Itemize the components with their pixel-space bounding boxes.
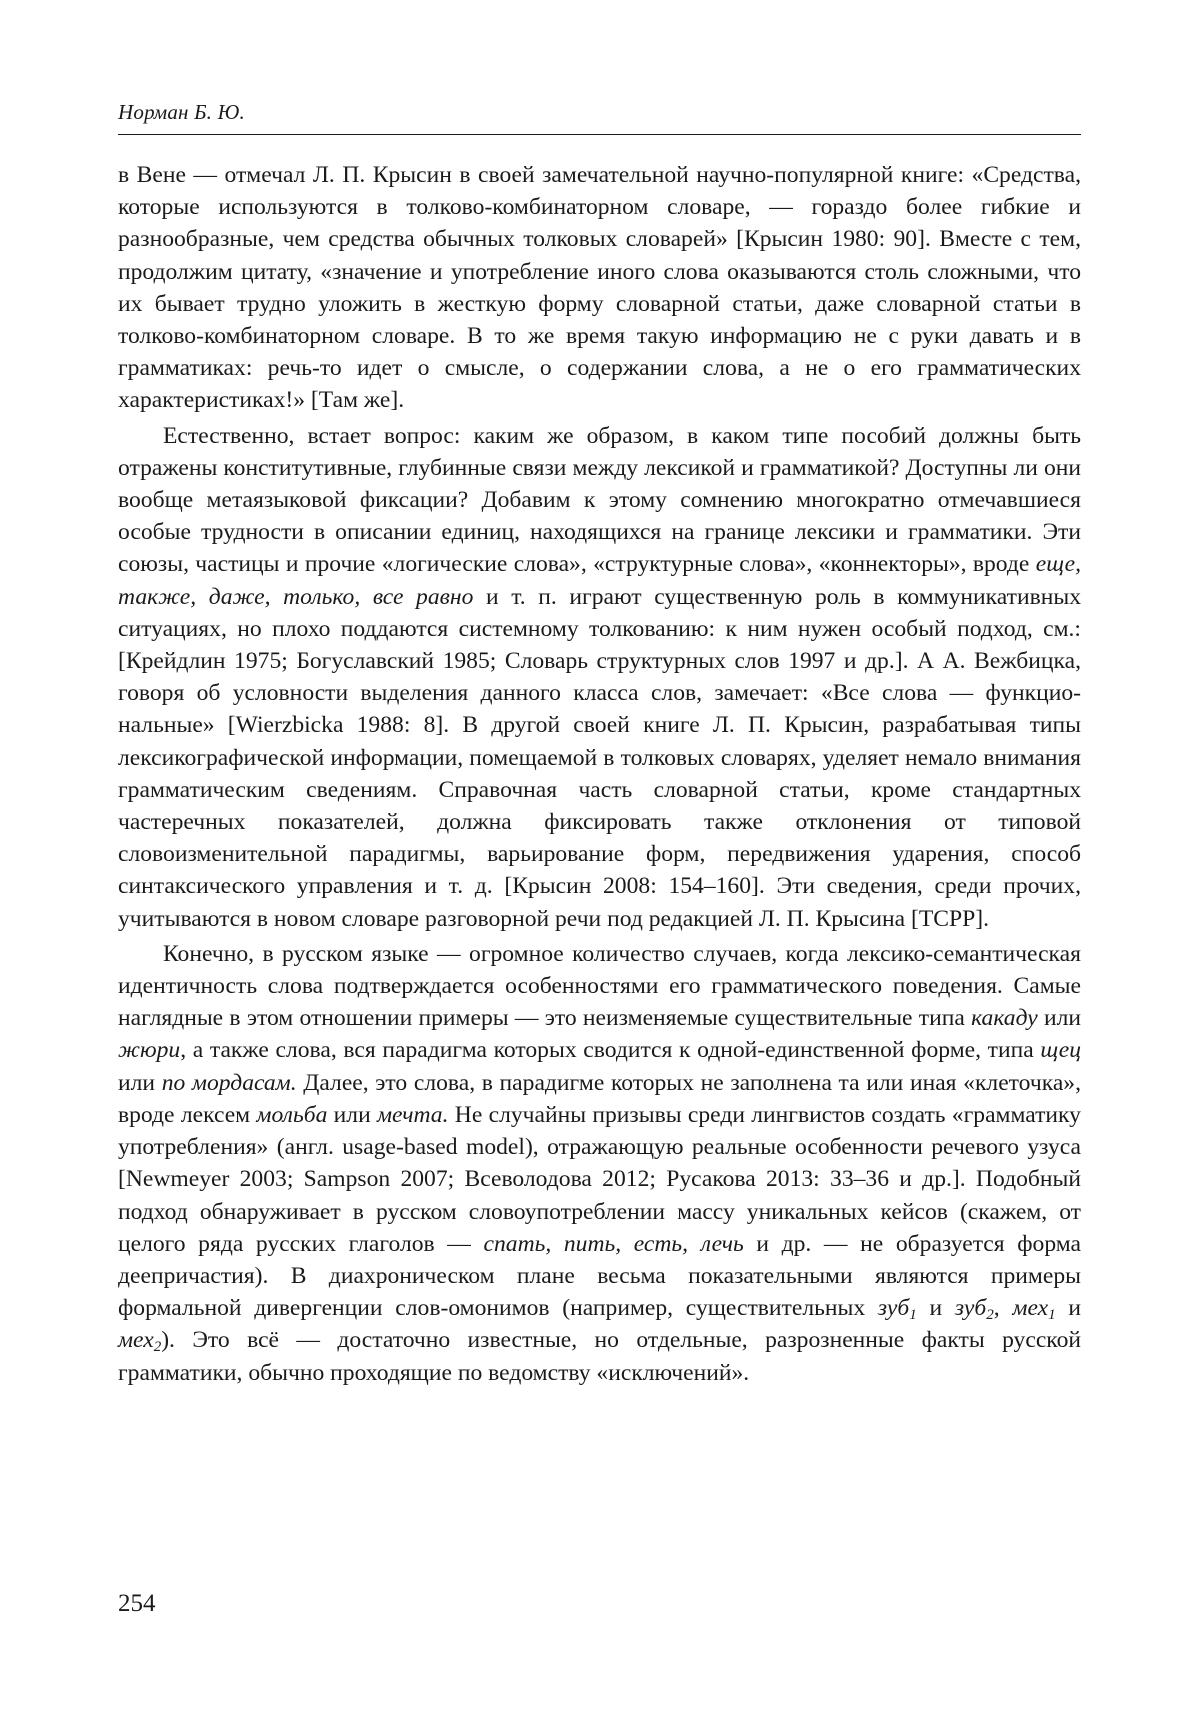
body-text bbox=[118, 159, 1081, 1392]
text-run: в Вене — отмечал Л. П. Крысин в своей замечательной научно-популярной книге: «Средства, которые используются в толково-комбинаторном словаре, — гораздо более гибкие и разнообразные, чем средства обычных толковых словарей» [Крысин 1980: 90]. Вместе с тем, продолжим цитату, «значение и употребление иного слова оказываются столь сложными, что их бывает трудно уложить в жесткую форму словарной статьи, даже словарной статьи в толково-комбинаторном словаре. В то же время такую информацию не с руки давать и в грамматиках: речь-то идет о смысле, о содержании слова, а не о его грамматических характеристиках!» [Там же]. bbox=[118, 162, 1081, 414]
italic-term: еще, также, даже, только, все равно bbox=[118, 551, 1081, 610]
italic-term: зуб bbox=[877, 1295, 910, 1322]
subscript-index: 1 bbox=[909, 1307, 917, 1324]
paragraph bbox=[118, 420, 1081, 935]
italic-term: зуб bbox=[954, 1295, 987, 1322]
text-run: и bbox=[1055, 1295, 1081, 1322]
text-run: Конечно, в русском языке — огромное количество случаев, когда лексико-семантическая идентичность слова подтверждается особенностями его грамматического поведения. Самые наглядные в этом отношении примеры — это неизменяемые существительные типа bbox=[118, 940, 1081, 1032]
italic-term: спать, пить, есть, лечь bbox=[483, 1230, 744, 1257]
subscript-index: 2 bbox=[153, 1339, 162, 1356]
text-run: и т. п. играют существенную роль в коммуникативных ситуациях, но плохо поддаются системному толкованию: к ним нужен особый подход, см.: [Крейдлин 1975; Богуславский 1985; Словарь структурных слов 1997 и др.]. А А. Вежбицка, говоря об условности выделения данного класса слов, замечает: «Все слова — функциональные» [Wierzbicka 1988: 8]. В другой своей книге Л. П. Крысин, разрабатывая типы лексикографической информации, помещаемой в толковых словарях, уделяет немало внимания грамматическим сведениям. Справочная часть словарной статьи, кроме стандартных частеречных показателей, должна фиксировать также отклонения от типовой словоизменительной парадигмы, варьирование форм, передвижения ударения, способ синтаксического управления и т. д. [Крысин 2008: 154–160]. Эти сведения, среди прочих, учитываются в новом словаре разговорной речи под редакцией Л. П. Крысина [ТСРР]. bbox=[118, 583, 1081, 932]
italic-term: мех bbox=[1012, 1295, 1049, 1322]
text-run: и др. — не образуется форма деепричастия). В диахроническом плане весьма показательными являются примеры формальной дивергенции слов-омонимов (например, существительных bbox=[118, 1230, 1082, 1322]
text-run: , bbox=[993, 1295, 1013, 1322]
text-run: или bbox=[1037, 1005, 1081, 1032]
subscript-index: 1 bbox=[1048, 1307, 1056, 1324]
italic-term: по мордасам. bbox=[161, 1069, 297, 1096]
header-rule bbox=[118, 134, 1081, 135]
subscript-index: 2 bbox=[986, 1307, 994, 1324]
italic-term: щец bbox=[1040, 1037, 1081, 1064]
text-run: и bbox=[916, 1295, 955, 1322]
text-run: ). Это всё — достаточно известные, но отдельные, разрозненные факты русской грамматики, обычно проходящие по ведомству «исключений». bbox=[118, 1327, 1081, 1386]
page-number: 254 bbox=[118, 1590, 156, 1617]
italic-term: мечта. bbox=[377, 1101, 449, 1128]
text-run: Далее, это слова, в парадигме которых не заполнена та или иная «клеточка», вроде лексем bbox=[118, 1069, 1081, 1128]
text-run: , а также слова, вся парадигма которых сводится к одной-единственной форме, типа bbox=[180, 1037, 1041, 1064]
text-run: Естественно, встает вопрос: каким же образом, в каком типе пособий должны быть отражены конститутивные, глубинные связи между лексикой и грамматикой? Доступны ли они вообще метаязыковой фиксации? Добавим к этому сомнению многократно отмечавшиеся особые трудности в описании единиц, находящихся на границе лексики и грамматики. Эти союзы, частицы и прочие «логические слова», «структурные слова», «коннекторы», вроде bbox=[118, 422, 1081, 578]
paragraph bbox=[118, 938, 1081, 1389]
italic-term: какаду bbox=[971, 1005, 1038, 1032]
text-run: или bbox=[118, 1069, 162, 1096]
paragraph bbox=[118, 159, 1081, 417]
running-head: Норман Б. Ю. bbox=[118, 100, 245, 124]
italic-term: мех bbox=[118, 1327, 154, 1354]
text-run: или bbox=[327, 1101, 377, 1128]
italic-term: жюри bbox=[118, 1037, 181, 1064]
italic-term: мольба bbox=[256, 1101, 328, 1128]
text-run: Не случайны призывы среди лингвистов создать «грамматику употребления» (англ. usage-based model), отражающую реальные особенности речевого узуса [Newmeyer 2003; Sampson 2007; Всеволодова 2012; Русакова 2013: 33–36 и др.]. Подобный подход обнаруживает в русском словоупотреблении массу уникальных кейсов (скажем, от целого ряда русских глаголов — bbox=[118, 1101, 1081, 1257]
